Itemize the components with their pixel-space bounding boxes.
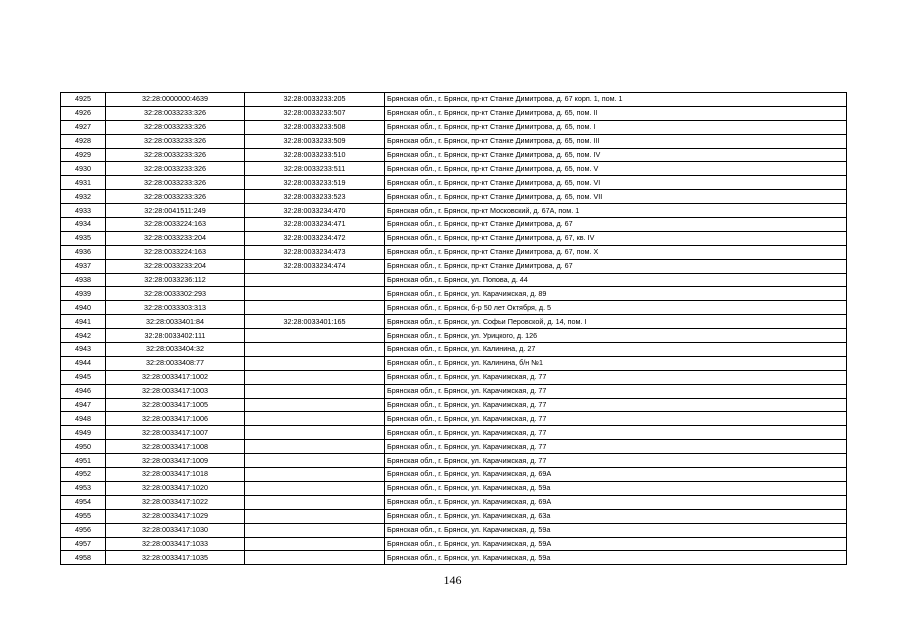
cadastral-number-cell: 32:28:0033303:313: [106, 301, 245, 315]
table-row: [61, 370, 847, 384]
row-number-cell: 4935: [61, 231, 106, 245]
linked-cadastral-number-cell: [245, 356, 385, 370]
linked-cadastral-number-cell: [245, 384, 385, 398]
table-row: [61, 218, 847, 232]
property-registry-table: [60, 92, 847, 565]
table-row: [61, 315, 847, 329]
linked-cadastral-number-cell: 32:28:0033233:523: [245, 190, 385, 204]
linked-cadastral-number-cell: [245, 343, 385, 357]
table-row: [61, 301, 847, 315]
row-number-cell: 4939: [61, 287, 106, 301]
cadastral-number-cell: 32:28:0033417:1018: [106, 468, 245, 482]
table-row: [61, 134, 847, 148]
cadastral-number-cell: 32:28:0033233:326: [106, 148, 245, 162]
address-cell: Брянская обл., г. Брянск, пр-кт Станке Димитрова, д. 67, пом. X: [385, 245, 847, 259]
address-cell: Брянская обл., г. Брянск, ул. Карачижская, д. 77: [385, 370, 847, 384]
row-number-cell: 4940: [61, 301, 106, 315]
row-number-cell: 4957: [61, 537, 106, 551]
cadastral-number-cell: 32:28:0033233:326: [106, 162, 245, 176]
address-cell: Брянская обл., г. Брянск, ул. Карачижская, д. 77: [385, 440, 847, 454]
linked-cadastral-number-cell: 32:28:0033233:509: [245, 134, 385, 148]
address-cell: Брянская обл., г. Брянск, пр-кт Станке Димитрова, д. 67: [385, 218, 847, 232]
table-row: [61, 356, 847, 370]
linked-cadastral-number-cell: 32:28:0033234:470: [245, 204, 385, 218]
linked-cadastral-number-cell: [245, 412, 385, 426]
cadastral-number-cell: 32:28:0033401:84: [106, 315, 245, 329]
row-number-cell: 4956: [61, 523, 106, 537]
cadastral-number-cell: 32:28:0033233:204: [106, 231, 245, 245]
cadastral-number-cell: 32:28:0033408:77: [106, 356, 245, 370]
cadastral-number-cell: 32:28:0033417:1029: [106, 509, 245, 523]
row-number-cell: 4932: [61, 190, 106, 204]
row-number-cell: 4955: [61, 509, 106, 523]
table-row: [61, 398, 847, 412]
address-cell: Брянская обл., г. Брянск, пр-кт Станке Димитрова, д. 67: [385, 259, 847, 273]
row-number-cell: 4937: [61, 259, 106, 273]
address-cell: Брянская обл., г. Брянск, ул. Калинина, б/н №1: [385, 356, 847, 370]
linked-cadastral-number-cell: [245, 398, 385, 412]
table-row: [61, 523, 847, 537]
linked-cadastral-number-cell: [245, 440, 385, 454]
linked-cadastral-number-cell: [245, 495, 385, 509]
row-number-cell: 4928: [61, 134, 106, 148]
cadastral-number-cell: 32:28:0033417:1035: [106, 551, 245, 565]
linked-cadastral-number-cell: 32:28:0033401:165: [245, 315, 385, 329]
address-cell: Брянская обл., г. Брянск, ул. Карачижская, д. 77: [385, 384, 847, 398]
linked-cadastral-number-cell: 32:28:0033233:519: [245, 176, 385, 190]
address-cell: Брянская обл., г. Брянск, ул. Карачижская, д. 77: [385, 454, 847, 468]
row-number-cell: 4929: [61, 148, 106, 162]
cadastral-number-cell: 32:28:0033417:1022: [106, 495, 245, 509]
table-row: [61, 231, 847, 245]
row-number-cell: 4931: [61, 176, 106, 190]
linked-cadastral-number-cell: [245, 273, 385, 287]
linked-cadastral-number-cell: [245, 537, 385, 551]
row-number-cell: 4926: [61, 106, 106, 120]
table-row: [61, 287, 847, 301]
table-row: [61, 454, 847, 468]
cadastral-number-cell: 32:28:0033233:326: [106, 120, 245, 134]
address-cell: Брянская обл., г. Брянск, пр-кт Московский, д. 67А, пом. 1: [385, 204, 847, 218]
row-number-cell: 4936: [61, 245, 106, 259]
address-cell: Брянская обл., г. Брянск, пр-кт Станке Димитрова, д. 67, кв. IV: [385, 231, 847, 245]
address-cell: Брянская обл., г. Брянск, ул. Карачижская, д. 69А: [385, 495, 847, 509]
cadastral-number-cell: 32:28:0033417:1006: [106, 412, 245, 426]
row-number-cell: 4952: [61, 468, 106, 482]
table-row: [61, 495, 847, 509]
row-number-cell: 4950: [61, 440, 106, 454]
linked-cadastral-number-cell: [245, 481, 385, 495]
table-row: [61, 468, 847, 482]
table-row: [61, 176, 847, 190]
table-row: [61, 329, 847, 343]
address-cell: Брянская обл., г. Брянск, ул. Карачижская, д. 77: [385, 426, 847, 440]
cadastral-number-cell: 32:28:0033417:1008: [106, 440, 245, 454]
row-number-cell: 4945: [61, 370, 106, 384]
cadastral-number-cell: 32:28:0033233:326: [106, 106, 245, 120]
table-row: [61, 204, 847, 218]
address-cell: Брянская обл., г. Брянск, ул. Карачижская, д. 59а: [385, 481, 847, 495]
cadastral-number-cell: 32:28:0033404:32: [106, 343, 245, 357]
row-number-cell: 4953: [61, 481, 106, 495]
cadastral-number-cell: 32:28:0041511:249: [106, 204, 245, 218]
table-row: [61, 148, 847, 162]
address-cell: Брянская обл., г. Брянск, пр-кт Станке Димитрова, д. 65, пом. II: [385, 106, 847, 120]
linked-cadastral-number-cell: [245, 329, 385, 343]
table-row: [61, 412, 847, 426]
page-number: 146: [443, 573, 462, 587]
address-cell: Брянская обл., г. Брянск, ул. Карачижская, д. 77: [385, 412, 847, 426]
cadastral-number-cell: 32:28:0033224:163: [106, 245, 245, 259]
linked-cadastral-number-cell: [245, 468, 385, 482]
table-row: [61, 120, 847, 134]
address-cell: Брянская обл., г. Брянск, пр-кт Станке Димитрова, д. 65, пом. VI: [385, 176, 847, 190]
cadastral-number-cell: 32:28:0033417:1030: [106, 523, 245, 537]
linked-cadastral-number-cell: 32:28:0033233:511: [245, 162, 385, 176]
row-number-cell: 4944: [61, 356, 106, 370]
cadastral-number-cell: 32:28:0033417:1005: [106, 398, 245, 412]
table-row: [61, 426, 847, 440]
linked-cadastral-number-cell: 32:28:0033233:205: [245, 93, 385, 107]
linked-cadastral-number-cell: [245, 301, 385, 315]
table-row: [61, 343, 847, 357]
address-cell: Брянская обл., г. Брянск, ул. Карачижская, д. 63а: [385, 509, 847, 523]
row-number-cell: 4925: [61, 93, 106, 107]
cadastral-number-cell: 32:28:0033236:112: [106, 273, 245, 287]
cadastral-number-cell: 32:28:0033417:1003: [106, 384, 245, 398]
address-cell: Брянская обл., г. Брянск, ул. Калинина, д. 27: [385, 343, 847, 357]
address-cell: Брянская обл., г. Брянск, ул. Софьи Перовской, д. 14, пом. I: [385, 315, 847, 329]
address-cell: Брянская обл., г. Брянск, ул. Карачижская, д. 59а: [385, 551, 847, 565]
table-row: [61, 509, 847, 523]
linked-cadastral-number-cell: [245, 523, 385, 537]
table-row: [61, 245, 847, 259]
linked-cadastral-number-cell: 32:28:0033233:510: [245, 148, 385, 162]
row-number-cell: 4930: [61, 162, 106, 176]
cadastral-number-cell: 32:28:0033402:111: [106, 329, 245, 343]
row-number-cell: 4951: [61, 454, 106, 468]
address-cell: Брянская обл., г. Брянск, пр-кт Станке Димитрова, д. 65, пом. IV: [385, 148, 847, 162]
address-cell: Брянская обл., г. Брянск, ул. Урицкого, д. 126: [385, 329, 847, 343]
address-cell: Брянская обл., г. Брянск, пр-кт Станке Димитрова, д. 65, пом. I: [385, 120, 847, 134]
address-cell: Брянская обл., г. Брянск, пр-кт Станке Димитрова, д. 65, пом. VII: [385, 190, 847, 204]
table-row: [61, 162, 847, 176]
cadastral-number-cell: 32:28:0033417:1033: [106, 537, 245, 551]
cadastral-number-cell: 32:28:0033224:163: [106, 218, 245, 232]
address-cell: Брянская обл., г. Брянск, ул. Карачижская, д. 69А: [385, 468, 847, 482]
linked-cadastral-number-cell: [245, 370, 385, 384]
address-cell: Брянская обл., г. Брянск, б-р 50 лет Октября, д. 5: [385, 301, 847, 315]
cadastral-number-cell: 32:28:0033302:293: [106, 287, 245, 301]
cadastral-number-cell: 32:28:0033417:1020: [106, 481, 245, 495]
cadastral-number-cell: 32:28:0033233:326: [106, 176, 245, 190]
row-number-cell: 4947: [61, 398, 106, 412]
table-row: [61, 551, 847, 565]
linked-cadastral-number-cell: [245, 287, 385, 301]
row-number-cell: 4942: [61, 329, 106, 343]
table-row: [61, 93, 847, 107]
cadastral-number-cell: 32:28:0033417:1002: [106, 370, 245, 384]
row-number-cell: 4949: [61, 426, 106, 440]
address-cell: Брянская обл., г. Брянск, ул. Карачижская, д. 89: [385, 287, 847, 301]
address-cell: Брянская обл., г. Брянск, ул. Карачижская, д. 59А: [385, 537, 847, 551]
linked-cadastral-number-cell: 32:28:0033233:507: [245, 106, 385, 120]
address-cell: Брянская обл., г. Брянск, пр-кт Станке Димитрова, д. 65, пом. III: [385, 134, 847, 148]
address-cell: Брянская обл., г. Брянск, ул. Попова, д. 44: [385, 273, 847, 287]
row-number-cell: 4958: [61, 551, 106, 565]
row-number-cell: 4954: [61, 495, 106, 509]
table-row: [61, 481, 847, 495]
row-number-cell: 4934: [61, 218, 106, 232]
address-cell: Брянская обл., г. Брянск, ул. Карачижская, д. 59а: [385, 523, 847, 537]
cadastral-number-cell: 32:28:0033417:1007: [106, 426, 245, 440]
linked-cadastral-number-cell: [245, 509, 385, 523]
table-row: [61, 440, 847, 454]
row-number-cell: 4948: [61, 412, 106, 426]
table-row: [61, 273, 847, 287]
cadastral-number-cell: 32:28:0033233:204: [106, 259, 245, 273]
linked-cadastral-number-cell: [245, 551, 385, 565]
linked-cadastral-number-cell: 32:28:0033234:473: [245, 245, 385, 259]
row-number-cell: 4943: [61, 343, 106, 357]
cadastral-number-cell: 32:28:0033233:326: [106, 190, 245, 204]
address-cell: Брянская обл., г. Брянск, пр-кт Станке Димитрова, д. 65, пом. V: [385, 162, 847, 176]
cadastral-number-cell: 32:28:0000000:4639: [106, 93, 245, 107]
linked-cadastral-number-cell: [245, 426, 385, 440]
cadastral-number-cell: 32:28:0033233:326: [106, 134, 245, 148]
linked-cadastral-number-cell: 32:28:0033234:471: [245, 218, 385, 232]
table-row: [61, 537, 847, 551]
table-row: [61, 106, 847, 120]
linked-cadastral-number-cell: 32:28:0033234:472: [245, 231, 385, 245]
linked-cadastral-number-cell: 32:28:0033234:474: [245, 259, 385, 273]
row-number-cell: 4938: [61, 273, 106, 287]
linked-cadastral-number-cell: [245, 454, 385, 468]
address-cell: Брянская обл., г. Брянск, пр-кт Станке Димитрова, д. 67 корп. 1, пом. 1: [385, 93, 847, 107]
table-row: [61, 190, 847, 204]
table-row: [61, 384, 847, 398]
address-cell: Брянская обл., г. Брянск, ул. Карачижская, д. 77: [385, 398, 847, 412]
row-number-cell: 4927: [61, 120, 106, 134]
row-number-cell: 4933: [61, 204, 106, 218]
table-body: [61, 93, 847, 565]
table-row: [61, 259, 847, 273]
row-number-cell: 4941: [61, 315, 106, 329]
row-number-cell: 4946: [61, 384, 106, 398]
cadastral-number-cell: 32:28:0033417:1009: [106, 454, 245, 468]
linked-cadastral-number-cell: 32:28:0033233:508: [245, 120, 385, 134]
